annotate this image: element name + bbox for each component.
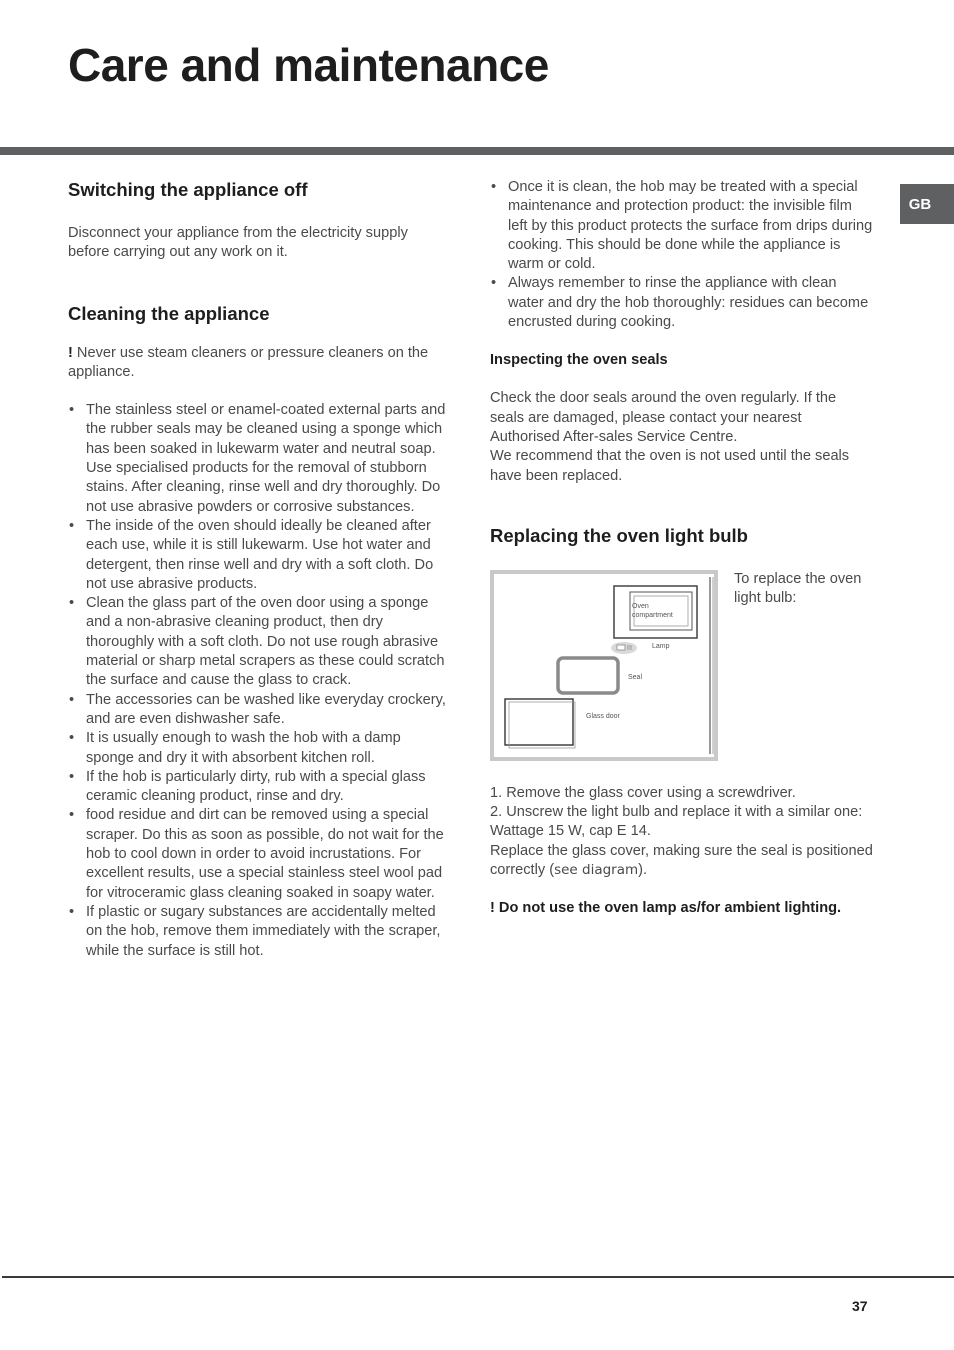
oven-diagram-drawing <box>494 574 714 757</box>
left-column <box>68 178 446 961</box>
list-item: • If plastic or sugary substances are accidentally melted on the hob, remove them immediately with the scraper, while the surface is still hot. <box>68 903 446 961</box>
switching-off-text: Disconnect your appliance from the electricity supply before carrying out any work on it. <box>68 225 408 261</box>
bulb-step-3-end: ). <box>638 862 648 879</box>
switching-off-heading: Switching the appliance off <box>68 179 308 200</box>
page-number: 37 <box>852 1298 868 1314</box>
oven-diagram <box>490 570 718 761</box>
list-item: • The accessories can be washed like everyday crockery, and are even dishwasher safe. <box>68 691 446 730</box>
glass-door-label: Glass door <box>586 712 620 720</box>
language-tab: GB <box>900 184 954 224</box>
see-diagram-ref: see diagram <box>554 862 639 879</box>
right-column <box>490 178 874 919</box>
glass-door-shape <box>505 699 573 745</box>
lamp-label: Lamp <box>652 642 670 650</box>
bulb-step-3 <box>490 842 874 881</box>
oven-seals-recommendation: We recommend that the oven is not used until the seals have been replaced. <box>490 448 850 484</box>
seal-shape <box>558 658 618 693</box>
hob-list <box>490 178 874 332</box>
page-title: Care and maintenance <box>68 39 549 91</box>
bulb-heading: Replacing the oven light bulb <box>490 524 748 546</box>
list-item: • It is usually enough to wash the hob with a damp sponge and dry it with absorbent kitchen roll. <box>68 729 446 768</box>
list-item: • food residue and dirt can be removed using a special scraper. Do this as soon as possible, do not wait for the hob to cool down in order to avoid incrustations. For excellent results, use a special stainless steel wool pad for vitroceramic glass cleaning soaked in soapy water. <box>68 806 446 902</box>
diagram-row <box>490 570 874 761</box>
list-item: • The stainless steel or enamel-coated external parts and the rubber seals may be cleaned using a sponge which has been soaked in lukewarm water and neutral soap. Use specialised products for the removal of stubborn stains. After cleaning, rinse well and dry thoroughly. Do not use abrasive powders or corrosive substances. <box>68 401 446 517</box>
warning-mark: ! <box>68 344 73 361</box>
list-item: • If the hob is particularly dirty, rub with a special glass ceramic cleaning product, rinse and dry. <box>68 768 446 807</box>
oven-seals-heading: Inspecting the oven seals <box>490 352 668 369</box>
list-item: • Always remember to rinse the appliance with clean water and dry the hob thoroughly: residues can become encrusted during cooking. <box>490 274 874 332</box>
oven-label-line2: compartment <box>632 611 673 619</box>
header-rule <box>0 147 954 155</box>
footer-rule <box>2 1276 954 1278</box>
cleaning-warning <box>68 344 446 383</box>
list-item: • Once it is clean, the hob may be treated with a special maintenance and protection product: the invisible film left by this product protects the surface from drips during cooking. This should be done while the appliance is warm or cold. <box>490 178 874 274</box>
bulb-step-1: 1. Remove the glass cover using a screwdriver. <box>490 784 796 801</box>
list-item: • The inside of the oven should ideally be cleaned after each use, while it is still lukewarm. Use hot water and detergent, then rinse well and dry with a soft cloth. Do not use abrasive products. <box>68 517 446 594</box>
oven-label-line1: Oven <box>632 602 649 610</box>
bulb-step-3-text: Replace the glass cover, making sure the seal is positioned correctly ( <box>490 842 873 879</box>
lamp-warning: ! Do not use the oven lamp as/for ambient lighting. <box>490 900 842 917</box>
cleaning-list <box>68 401 446 961</box>
bulb-step-2: 2. Unscrew the light bulb and replace it with a similar one: Wattage 15 W, cap E 14. <box>490 804 863 840</box>
bulb-intro: To replace the oven light bulb: <box>734 570 862 607</box>
oven-seals-text: Check the door seals around the oven regularly. If the seals are damaged, please contact your nearest Authorised After-sales Service Centre. <box>490 390 837 445</box>
cleaning-heading: Cleaning the appliance <box>68 302 270 324</box>
cleaning-warning-text: Never use steam cleaners or pressure cleaners on the appliance. <box>68 344 429 380</box>
list-item: • Clean the glass part of the oven door using a sponge and a non-abrasive cleaning product, then dry thoroughly with a soft cloth. Do not use rough abrasive material or sharp metal scrapers as these could scratch the surface and cause the glass to crack. <box>68 594 446 690</box>
seal-label: Seal <box>628 673 643 681</box>
